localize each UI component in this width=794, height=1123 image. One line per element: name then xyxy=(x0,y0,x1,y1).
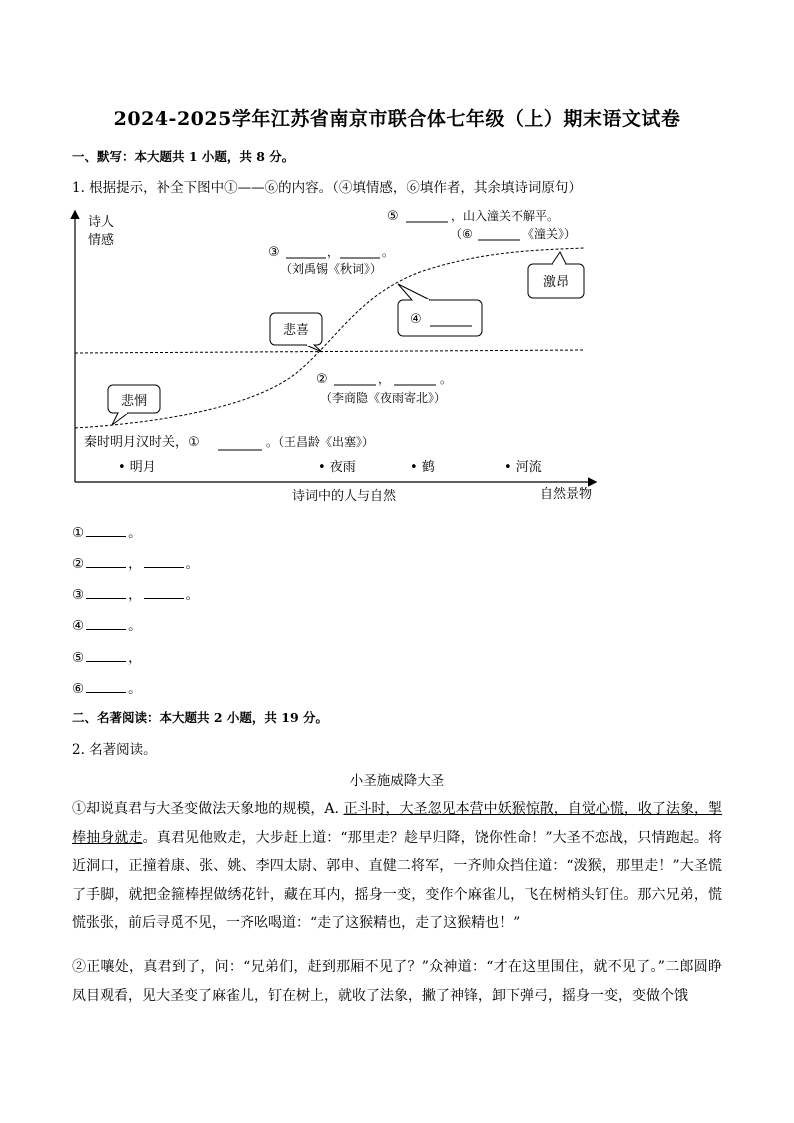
poetry-diagram xyxy=(60,200,620,510)
page-title: 2024-2025学年江苏省南京市联合体七年级（上）期末语文试卷 xyxy=(113,108,681,130)
p1-mark: A. xyxy=(324,801,344,817)
bubble-beiwang-text: 悲惘 xyxy=(120,394,148,409)
answer-6-blank[interactable] xyxy=(86,680,126,693)
answer-5-tail: ， xyxy=(128,650,142,666)
bubble-beixi-text: 悲喜 xyxy=(282,323,310,338)
p1-lead: ①却说真君与大圣变做法天象地的规模， xyxy=(72,801,325,817)
y-axis-label-2: 情感 xyxy=(88,233,115,248)
question-1: 1. 根据提示，补全下图中①——⑥的内容。（④填情感，⑥填作者，其余填诗词原句） xyxy=(72,180,582,196)
x-axis-label: 诗词中的人与自然 xyxy=(292,489,397,504)
answer-5-blank[interactable] xyxy=(86,649,126,662)
answer-3-blank-a[interactable] xyxy=(86,586,126,599)
answer-2-blank-b[interactable] xyxy=(144,555,184,568)
p1-rest: 。真君见他败走，大步赶上道：“那里走？趁早归降，饶你性命！”大圣不恋战，只情跑起。将近洞口，正撞着康、张、姚、李四太尉、郭申、直健二将军，一齐帅众挡住道：“泼猴，那里走！”大圣慌了手脚，就把金箍棒捏做绣花针，藏在耳内，摇身一变，变作个麻雀儿，飞在树梢头钉住。那六兄弟，慌慌张张，前后寻觅不见，一齐吆喝道：“走了这猴精也，走了这猴精也！” xyxy=(72,829,723,931)
poem3-src: （刘禹锡《秋词》） xyxy=(280,262,383,276)
bubble-beiwang xyxy=(108,385,160,425)
bubble-beixi xyxy=(270,313,322,352)
answer-4-blank[interactable] xyxy=(86,617,126,630)
poem1-post: 。（王昌龄《出塞》） xyxy=(266,435,375,449)
bubble-four-num: ④ xyxy=(410,312,422,327)
x-axis-end-label: 自然景物 xyxy=(540,487,593,502)
answer-3-num: ③ xyxy=(72,587,85,603)
answer-6-num: ⑥ xyxy=(72,681,85,697)
passage-paragraph-1 xyxy=(72,795,722,938)
answer-line-3[interactable] xyxy=(72,583,199,603)
answer-2-num: ② xyxy=(72,556,85,572)
answer-2-blank-a[interactable] xyxy=(86,555,126,568)
poem2-sep: ， xyxy=(378,372,391,386)
bubble-jiang-text: 激昂 xyxy=(542,275,570,290)
answer-1-blank[interactable] xyxy=(86,524,126,537)
x-item-rain: • 夜雨 xyxy=(318,460,356,475)
passage-paragraph-2: ②正嚷处，真君到了，问：“兄弟们，赶到那厢不见了？”众神道：“才在这里围住，就不见了。”二郎圆睁凤目观看，见大圣变了麻雀儿，钉在树上，就收了法象，撇了神锋，卸下弹弓，摇身一变，变做个饿 xyxy=(72,959,722,1004)
answer-1-num: ① xyxy=(72,525,85,541)
x-item-crane: • 鹤 xyxy=(410,460,435,475)
p1-underlined-1: 正斗时，大圣忽见本营中妖猴惊散，自觉心慌，收了法象， xyxy=(343,801,709,817)
answer-line-1[interactable] xyxy=(72,521,142,541)
answer-1-tail: 。 xyxy=(128,525,142,541)
x-item-moon: • 明月 xyxy=(118,460,156,475)
answer-3-blank-b[interactable] xyxy=(144,586,184,599)
poem5-text: ，山入潼关不解平。 xyxy=(451,209,560,223)
answer-6-tail: 。 xyxy=(128,681,142,697)
section2-heading: 二、名著阅读：本大题共 2 小题，共 19 分。 xyxy=(72,710,329,725)
y-axis-label-1: 诗人 xyxy=(88,215,115,230)
bubble-four xyxy=(398,284,482,336)
baseline-dashed xyxy=(75,350,585,353)
x-item-river: • 河流 xyxy=(504,460,542,475)
p1-underlined-2: 掣棒抽身就走 xyxy=(72,801,723,846)
answer-4-num: ④ xyxy=(72,618,85,634)
poem3-end: 。 xyxy=(382,245,395,259)
answer-3-mid: ， xyxy=(128,587,142,603)
poem1-pre: 秦时明月汉时关，① xyxy=(84,435,200,450)
poem5-num: ⑤ xyxy=(387,209,399,224)
poem2-src: （李商隐《夜雨寄北》） xyxy=(320,391,447,405)
answer-line-6[interactable] xyxy=(72,677,142,697)
poem2-num: ② xyxy=(316,372,328,387)
poem3-num: ③ xyxy=(268,245,280,260)
answer-2-mid: ， xyxy=(128,556,142,572)
section1-heading: 一、默写：本大题共 1 小题，共 8 分。 xyxy=(72,149,295,164)
answer-line-2[interactable] xyxy=(72,552,199,572)
answer-line-5[interactable] xyxy=(72,646,142,666)
poem3-sep: ， xyxy=(327,245,340,259)
poem2-end: 。 xyxy=(440,372,453,386)
answer-line-4[interactable] xyxy=(72,614,142,634)
question-2: 2. 名著阅读。 xyxy=(72,742,157,758)
answer-2-tail: 。 xyxy=(185,556,200,572)
poem6-pre: （⑥ xyxy=(450,227,473,241)
answer-4-tail: 。 xyxy=(128,618,142,634)
answer-3-tail: 。 xyxy=(185,587,200,603)
bubble-jiang xyxy=(528,252,584,298)
poem6-post: 《潼关》） xyxy=(522,227,577,241)
passage-title: 小圣施威降大圣 xyxy=(349,773,445,789)
answer-5-num: ⑤ xyxy=(72,650,85,666)
